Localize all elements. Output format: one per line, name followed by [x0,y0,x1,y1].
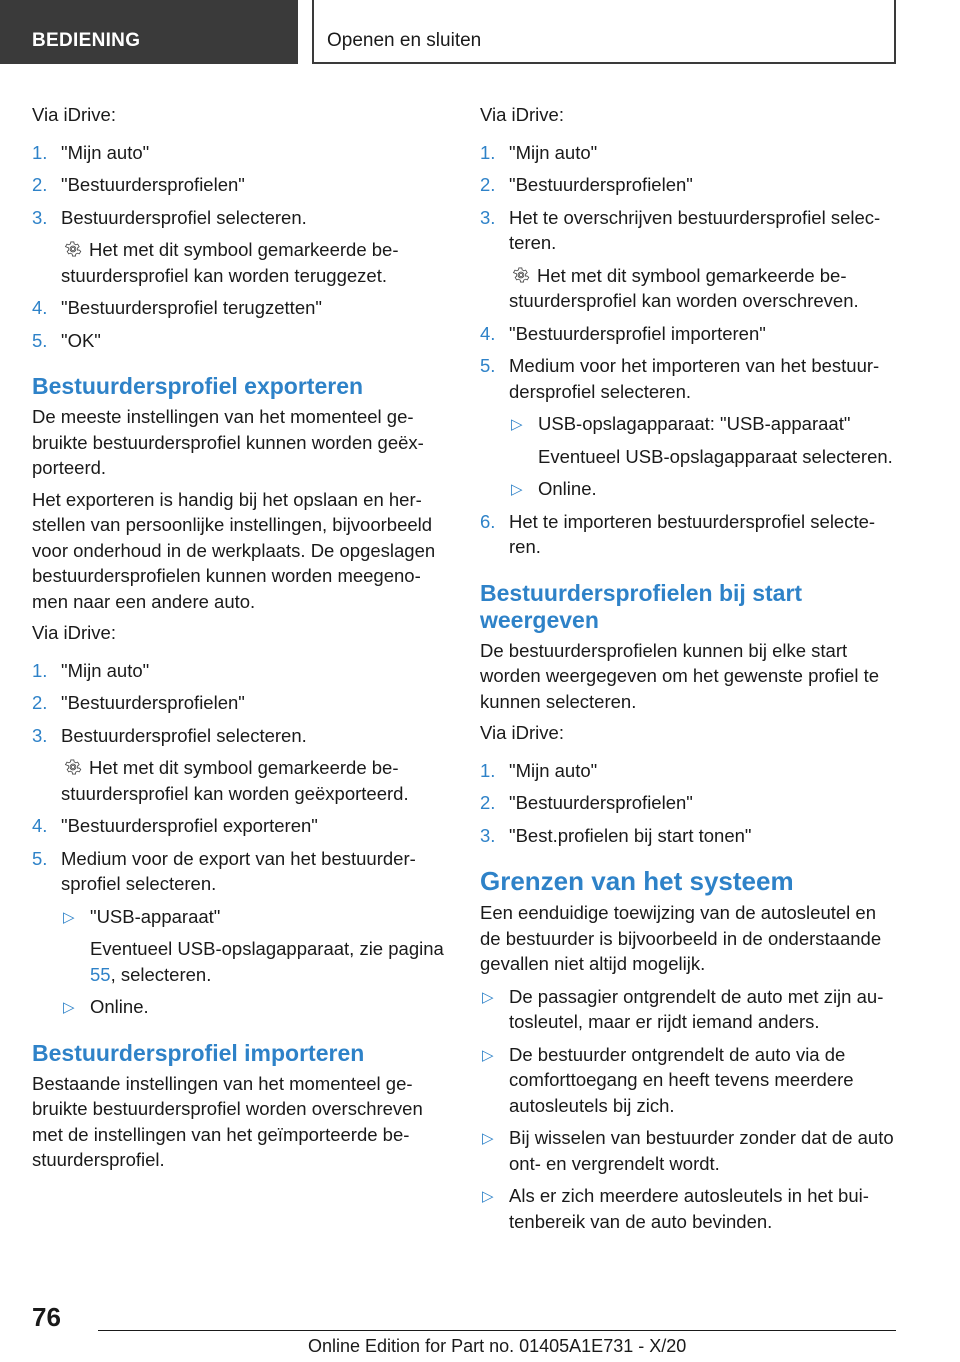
list-item [61,994,450,1020]
paragraph: Een eenduidige toewijzing van de autosleutel en de bestuurder is bijvoorbeeld in de onderstaande gevallen niet altijd mogelijk. [480,902,882,974]
step-number: 3. [32,206,48,228]
start-heading: Bestuurdersprofielen bij start weergeven [480,579,803,633]
bullet-text: USB-opslagapparaat: "USB-apparaat" [538,413,851,434]
note-text: Het met dit symbool gemarkeerde bestuurdersprofiel kan worden geëxporteerd. [61,757,409,804]
bullet-text: Online. [90,996,149,1017]
step-text: Het te overschrijven bestuurdersprofiel selecteren. [509,206,881,253]
left-column [32,100,450,1179]
step-text: "Best.profielen bij start tonen" [509,824,752,846]
paragraph: Bestaande instellingen van het momenteel gebruikte bestuurdersprofiel worden overschreven met de instellingen van het geïmporteerde bestuurdersprofiel. [32,1072,423,1170]
step-text: "Bestuurdersprofielen" [509,174,693,195]
footer-edition: Online Edition for Part no. 01405A1E731 - X/20 [308,1336,687,1356]
paragraph: De meeste instellingen van het momenteel gebruikte bestuurdersprofiel kunnen worden geëxporteerd. [32,406,424,478]
step-number: 6. [480,510,496,532]
step-text: "Bestuurdersprofiel importeren" [509,322,766,344]
via-idrive-label: Via iDrive: [480,722,564,743]
triangle-right-icon: ▷ [482,1130,494,1147]
list-item [509,411,898,469]
gear-icon [63,239,83,259]
step-text: "Bestuurdersprofielen" [61,174,245,195]
bullet-text: De passagier ontgrendelt de auto met zijn autosleutel, maar er rijdt iemand anders. [509,985,884,1032]
step-text: "Mijn auto" [61,141,150,163]
page-link[interactable]: 55 [90,963,111,985]
note-text: Het met dit symbool gemarkeerde bestuurdersprofiel kan worden teruggezet. [61,239,399,286]
list-item [32,813,450,839]
list-item [32,328,450,354]
step-number: 2. [480,174,496,195]
bullet-subtext [90,936,450,987]
step-number: 3. [32,724,48,746]
list-item [32,846,450,1020]
footer-divider [98,1330,896,1331]
step-number: 1. [480,759,496,781]
list-item [32,295,450,321]
list-item [480,172,898,198]
via-idrive-label: Via iDrive: [32,104,116,125]
limits-list [480,984,898,1235]
via-idrive-label: Via iDrive: [480,104,564,125]
list-item [480,205,898,314]
step-number: 4. [32,297,48,318]
step-text: "Mijn auto" [509,759,598,781]
limits-heading: Grenzen van het systeem [480,866,794,896]
page-number: 76 [32,1302,61,1332]
step-text: "Mijn auto" [61,659,150,681]
gear-icon [511,265,531,285]
triangle-right-icon: ▷ [511,416,523,433]
subtext-part: , selecteren. [110,963,212,985]
page-header [0,0,960,66]
step-number: 5. [32,329,48,351]
chapter-title: Openen en sluiten [312,0,896,64]
step-number: 1. [32,141,48,163]
step-number: 2. [480,792,496,813]
triangle-right-icon: ▷ [63,908,75,926]
triangle-right-icon: ▷ [482,1046,494,1064]
list-item [32,690,450,716]
via-idrive-label: Via iDrive: [32,622,116,643]
list-item [480,758,898,784]
step-text: "Bestuurdersprofielen" [61,692,245,713]
step-text: "Bestuurdersprofiel terugzetten" [61,297,322,318]
note-text: Het met dit symbool gemarkeerde bestuurdersprofiel kan worden overschreven. [509,264,859,311]
step-number: 3. [480,206,496,228]
import-media-list [509,411,898,502]
export-steps [32,658,450,1020]
step-number: 5. [480,355,496,376]
section-title: BEDIENING [0,0,298,64]
step-text: Medium voor het importeren van het bestuurdersprofiel selecteren. [509,355,880,402]
step-number: 3. [480,824,496,846]
bullet-text: "USB-apparaat" [90,905,221,927]
bullet-text: De bestuurder ontgrendelt de auto via de comforttoegang en heeft tevens meerdere autosleutels bij zich. [509,1043,854,1116]
step-number: 5. [32,847,48,869]
step-text: "OK" [61,329,101,351]
step-number: 1. [480,141,496,163]
list-item [480,509,898,560]
list-item [480,140,898,166]
step-text: "Bestuurdersprofiel exporteren" [61,815,318,836]
list-item [32,658,450,684]
list-item [32,205,450,289]
bullet-text: Als er zich meerdere autosleutels in het buitenbereik van de auto bevinden. [509,1185,869,1232]
step-number: 2. [32,174,48,195]
list-item [480,321,898,347]
paragraph: De bestuurdersprofielen kunnen bij elke start worden weergegeven om het gewenste profiel te kunnen selecteren. [480,639,880,712]
list-item [32,172,450,198]
list-item [480,353,898,502]
triangle-right-icon: ▷ [482,1188,494,1205]
step-note [61,755,450,806]
import-steps [480,140,898,560]
import-heading: Bestuurdersprofiel importeren [32,1039,365,1066]
step-text: "Mijn auto" [509,141,598,163]
step-text: Bestuurdersprofiel selecteren. [61,724,307,746]
step-note [509,263,898,314]
reset-steps [32,140,450,354]
list-item [480,790,898,816]
step-note [61,237,450,288]
step-text: "Bestuurdersprofielen" [509,792,693,813]
export-heading: Bestuurdersprofiel exporteren [32,373,364,399]
list-item [61,904,450,988]
export-media-list [61,904,450,1020]
start-steps [480,758,898,849]
list-item [32,723,450,807]
triangle-right-icon: ▷ [511,481,523,498]
step-text: Bestuurdersprofiel selecteren. [61,206,307,228]
list-item [32,140,450,166]
gear-icon [63,757,83,777]
subtext-part: Eventueel USB-opslagapparaat, zie pagina [90,938,444,959]
list-item [480,1125,898,1176]
bullet-text: Bij wisselen van bestuurder zonder dat de auto ont- en vergrendelt wordt. [509,1127,894,1174]
step-number: 2. [32,692,48,713]
list-item [509,476,898,502]
step-text: Medium voor de export van het bestuurdersprofiel selecteren. [61,847,416,894]
list-item [480,984,898,1035]
triangle-right-icon: ▷ [63,999,75,1016]
list-item [480,823,898,849]
paragraph: Het exporteren is handig bij het opslaan en herstellen van persoonlijke instellingen, bijvoorbeeld voor onderhoud in de werkplaats. De opgeslagen bestuurdersprofielen kunnen worden meegenomen naar een andere auto. [32,488,436,612]
bullet-subtext: Eventueel USB-opslagapparaat selecteren. [538,445,893,467]
triangle-right-icon: ▷ [482,988,494,1006]
step-number: 1. [32,659,48,681]
step-number: 4. [32,815,48,836]
bullet-text: Online. [538,478,597,499]
step-text: Het te importeren bestuurdersprofiel selecteren. [509,510,876,557]
list-item [480,1042,898,1119]
right-column [480,100,898,1241]
step-number: 4. [480,322,496,344]
list-item [480,1183,898,1234]
